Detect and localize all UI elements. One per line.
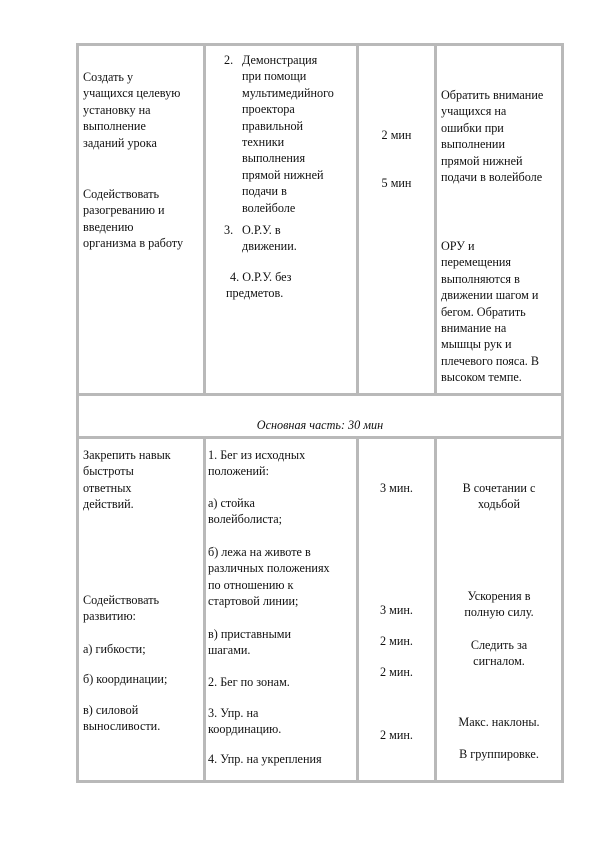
row1-time-2 (359, 175, 434, 191)
time-value: 2 мин. (380, 634, 413, 648)
goal-line: разогреванию и (83, 203, 165, 218)
note-line: высоком темпе. (441, 370, 522, 385)
goal-line: Содействовать (83, 187, 160, 201)
content-line: а) стойка (208, 496, 255, 510)
note-line: мышцы рук и (441, 337, 512, 352)
content-line: стартовой линии; (208, 594, 299, 609)
note-line: перемещения (441, 255, 512, 270)
row2-content-item4 (208, 751, 354, 767)
content-line: различных положениях (208, 561, 330, 576)
row2-goals-cell-2 (83, 592, 201, 625)
goal-line: развитию: (83, 609, 136, 624)
row2-time-3 (359, 633, 434, 649)
note-line: бегом. Обратить (441, 304, 526, 319)
note-line: плечевого пояса. В (441, 353, 540, 368)
table-border-top (76, 43, 564, 46)
row1-content-item4 (226, 269, 354, 302)
row2-goal-a (83, 641, 201, 657)
row1-content-item3 (224, 222, 354, 255)
content-line: предметов. (226, 286, 284, 301)
time-value: 3 мин. (380, 481, 413, 495)
content-line: б) лежа на животе в (208, 545, 311, 559)
time-value: 2 мин. (380, 665, 413, 679)
row2-content-item2 (208, 674, 354, 690)
row2-time-1 (359, 480, 434, 496)
row2-goal-c (83, 702, 201, 735)
note-line: выполнении (441, 137, 505, 152)
time-value: 2 мин (381, 128, 412, 142)
goal-line: выполнение (83, 119, 146, 134)
row2-goals-cell (83, 447, 201, 513)
goal-line: б) координации; (83, 672, 168, 686)
table-border-left (76, 43, 79, 783)
goal-line: введению (83, 219, 134, 234)
note-line: Обратить внимание (441, 88, 544, 102)
content-line: координацию. (208, 722, 282, 737)
note-line: сигналом. (473, 654, 525, 669)
goal-line: заданий урока (83, 135, 157, 150)
goal-line: организма в работу (83, 236, 184, 251)
content-line: техники (242, 135, 285, 150)
note-line: ходьбой (478, 497, 520, 512)
row2-content-item1 (208, 447, 354, 480)
content-line: выполнения (242, 151, 306, 166)
content-line: положений: (208, 464, 269, 479)
row1-notes-cell-2 (441, 238, 561, 386)
table-border-header-bottom (76, 436, 564, 439)
row2-note-4 (437, 714, 561, 730)
note-line: учащихся на (441, 104, 507, 119)
col-divider-2-row1 (356, 43, 359, 396)
content-line: мультимедийного (242, 85, 334, 100)
goal-line: в) силовой (83, 703, 139, 717)
row2-time-5 (359, 727, 434, 743)
content-line: правильной (242, 118, 304, 133)
row2-note-2 (437, 588, 561, 621)
content-line: волейболиста; (208, 512, 283, 527)
goal-line: действий. (83, 497, 134, 512)
row2-content-item1b (208, 544, 354, 610)
note-line: полную силу. (464, 605, 534, 620)
row2-time-2 (359, 602, 434, 618)
note-line: выполняются в (441, 271, 520, 286)
content-line: прямой нижней (242, 167, 324, 182)
goal-line: Содействовать (83, 593, 160, 607)
row1-time-1 (359, 127, 434, 143)
col-divider-3-row1 (434, 43, 437, 396)
time-value: 3 мин. (380, 603, 413, 617)
row2-note-3 (437, 637, 561, 670)
table-border-right (561, 43, 564, 783)
goal-line: учащихся целевую (83, 86, 181, 101)
goal-line: Закрепить навык (83, 448, 171, 462)
row2-note-5 (437, 746, 561, 762)
row1-notes-cell (441, 87, 561, 185)
col-divider-1-row2 (203, 436, 206, 783)
table-border-bottom (76, 780, 564, 783)
note-line: движении шагом и (441, 288, 539, 303)
content-line: шагами. (208, 643, 251, 658)
goal-line: быстроты (83, 464, 134, 479)
goal-line: ответных (83, 480, 132, 495)
content-line: 1. Бег из исходных (208, 448, 306, 462)
content-line: по отношению к (208, 577, 294, 592)
note-line: Следить за (470, 638, 528, 652)
note-line: ОРУ и (441, 239, 475, 253)
note-line: внимание на (441, 321, 507, 336)
note-line: подачи в волейболе (441, 170, 543, 185)
note-line: ошибки при (441, 120, 504, 135)
content-line: О.Р.У. в (242, 223, 281, 237)
note-line: Ускорения в (467, 589, 531, 603)
time-value: 2 мин. (380, 728, 413, 742)
list-number: 3. (224, 223, 234, 237)
content-line: движении. (242, 239, 297, 254)
row2-content-item3 (208, 705, 354, 738)
content-line: Демонстрация (242, 53, 318, 67)
goal-line: выносливости. (83, 719, 161, 734)
col-divider-1-row1 (203, 43, 206, 396)
goal-line: а) гибкости; (83, 642, 146, 656)
time-value: 5 мин (381, 176, 412, 190)
note-line: В группировке. (459, 747, 539, 761)
section-title: Основная часть: 30 мин (256, 418, 384, 432)
content-line: подачи в (242, 184, 287, 199)
note-line: Макс. наклоны. (458, 715, 540, 729)
section-header (79, 417, 561, 433)
content-line: 4. Упр. на укрепления (208, 752, 322, 766)
note-line: В сочетании с (462, 481, 536, 495)
goal-line: Создать у (83, 70, 134, 84)
row1-goals-cell-2 (83, 186, 201, 252)
content-line: при помощи (242, 69, 307, 84)
table-border-row1-bottom (76, 393, 564, 396)
content-line: 2. Бег по зонам. (208, 675, 290, 689)
content-line: волейболе (242, 200, 296, 215)
row2-note-1 (437, 480, 561, 513)
content-line: 4. О.Р.У. без (230, 270, 292, 284)
note-line: прямой нижней (441, 153, 523, 168)
row1-goals-cell (83, 69, 201, 151)
row2-goal-b (83, 671, 201, 687)
row1-content-cell (224, 52, 354, 216)
row2-content-item1c (208, 626, 354, 659)
goal-line: установку на (83, 102, 151, 117)
content-line: в) приставными (208, 627, 291, 641)
row2-content-item1a (208, 495, 354, 528)
row2-time-4 (359, 664, 434, 680)
content-line: проектора (242, 102, 295, 117)
list-number: 2. (224, 53, 234, 67)
content-line: 3. Упр. на (208, 706, 259, 720)
